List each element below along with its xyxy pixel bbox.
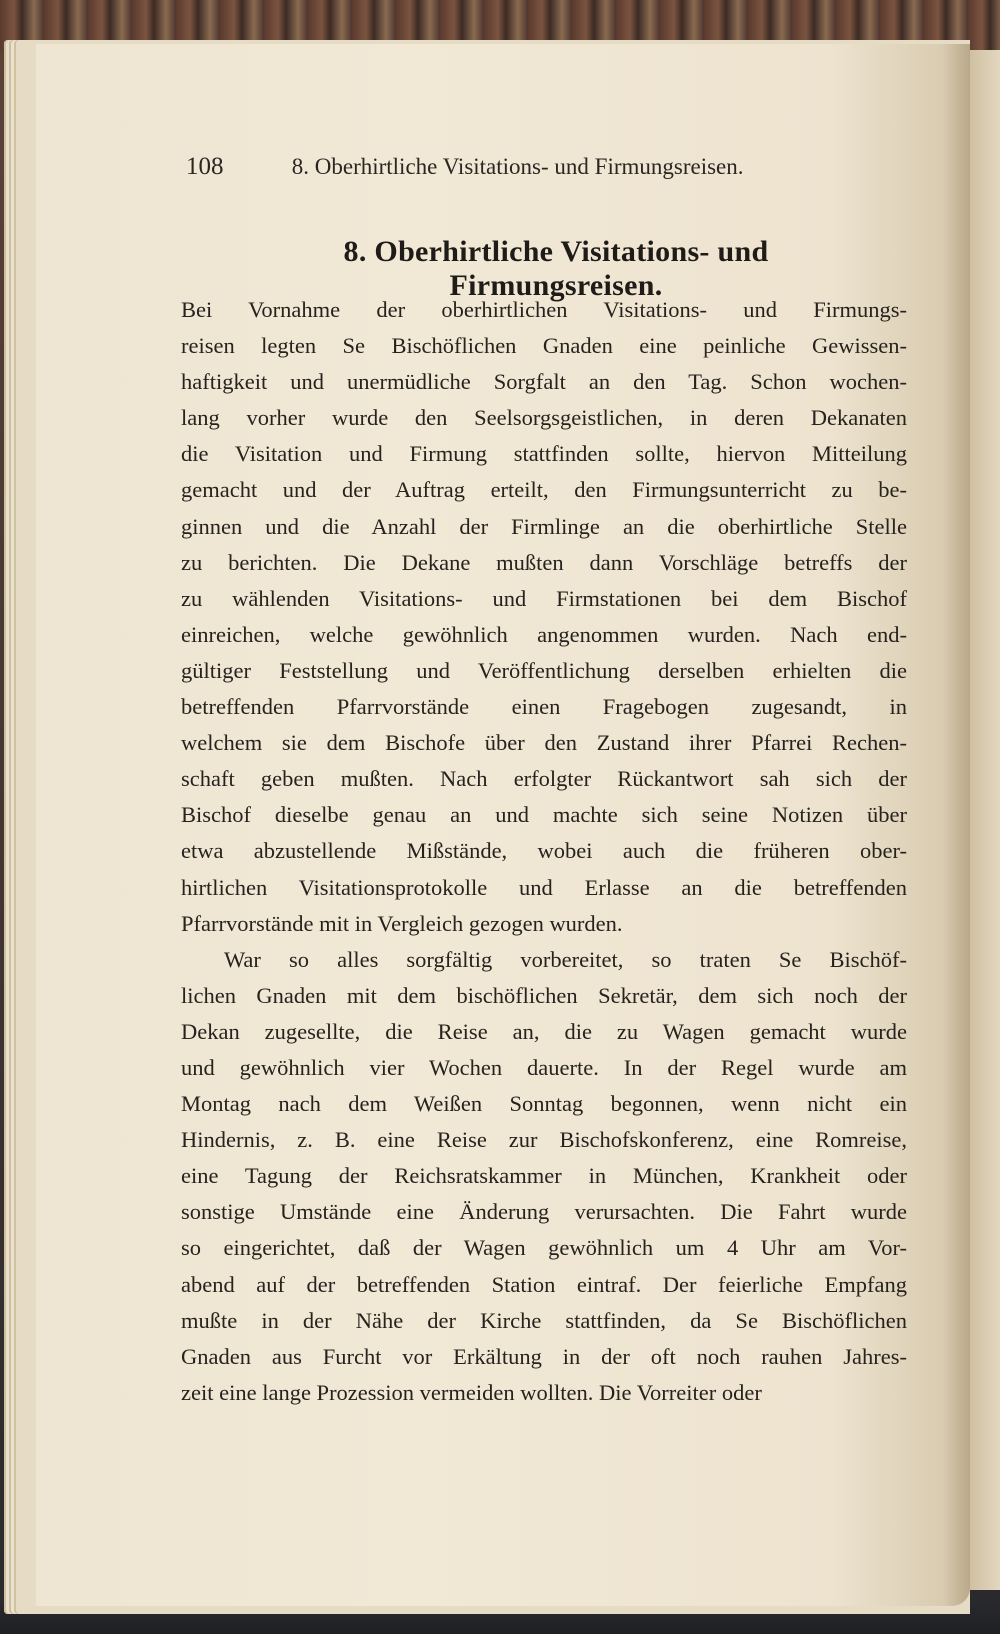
text-line: Bei Vornahme der oberhirtlichen Visitations- und Firmungs- bbox=[181, 297, 907, 322]
text-line: schaft geben mußten. Nach erfolgter Rückantwort sah sich der bbox=[181, 766, 907, 792]
text-line: Montag nach dem Weißen Sonntag begonnen, wenn nicht ein bbox=[181, 1091, 907, 1117]
text-line: abend auf der betreffenden Station eintraf. Der feierliche Empfang bbox=[181, 1271, 907, 1297]
text-line: zeit eine lange Prozession vermeiden wollten. Die Vorreiter oder bbox=[181, 1379, 762, 1405]
text-line: haftigkeit und unermüdliche Sorgfalt an den Tag. Schon wochen- bbox=[181, 369, 907, 395]
running-title: 8. Oberhirtliche Visitations- und Firmungsreisen. bbox=[291, 154, 744, 179]
text-line: die Visitation und Firmung stattfinden sollte, hiervon Mitteilung bbox=[181, 441, 907, 467]
text-line: hirtlichen Visitationsprotokolle und Erlasse an die betreffenden bbox=[181, 874, 907, 900]
text-line: mußte in der Nähe der Kirche stattfinden, da Se Bischöflichen bbox=[181, 1307, 907, 1333]
text-line: einreichen, welche gewöhnlich angenommen wurden. Nach end- bbox=[181, 621, 907, 647]
text-line: Hindernis, z. B. eine Reise zur Bischofskonferenz, eine Romreise, bbox=[181, 1127, 907, 1153]
text-line: zu berichten. Die Dekane mußten dann Vorschläge betreffs der bbox=[181, 549, 907, 575]
text-line: Pfarrvorstände mit in Vergleich gezogen wurden. bbox=[181, 910, 623, 936]
text-line: reisen legten Se Bischöflichen Gnaden eine peinliche Gewissen- bbox=[181, 333, 907, 359]
text-line: gemacht und der Auftrag erteilt, den Firmungsunterricht zu be- bbox=[181, 477, 907, 503]
text-line: gültiger Feststellung und Veröffentlichung derselben erhielten die bbox=[181, 657, 907, 683]
text-line: etwa abzustellende Mißstände, wobei auch die früheren ober- bbox=[181, 838, 907, 864]
text-line: Dekan zugesellte, die Reise an, die zu Wagen gemacht wurde bbox=[181, 1018, 907, 1044]
text-line: welchem sie dem Bischofe über den Zustand ihrer Pfarrei Rechen- bbox=[181, 730, 907, 756]
running-header bbox=[186, 153, 806, 181]
text-line: eine Tagung der Reichsratskammer in München, Krankheit oder bbox=[181, 1163, 907, 1189]
text-line: zu wählenden Visitations- und Firmstationen bei dem Bischof bbox=[181, 585, 907, 611]
page-number: 108 bbox=[186, 153, 224, 180]
body-text bbox=[181, 292, 907, 1411]
text-line: Gnaden aus Furcht vor Erkältung in der oft noch rauhen Jahres- bbox=[181, 1343, 907, 1369]
paragraph bbox=[181, 292, 907, 942]
text-line: sonstige Umstände eine Änderung verursachten. Die Fahrt wurde bbox=[181, 1199, 907, 1225]
text-line: Bischof dieselbe genau an und machte sich seine Notizen über bbox=[181, 802, 907, 828]
text-line: ginnen und die Anzahl der Firmlinge an die oberhirtliche Stelle bbox=[181, 513, 907, 539]
facing-page-edge bbox=[970, 50, 1000, 1590]
text-line: lang vorher wurde den Seelsorgsgeistlichen, in deren Dekanaten bbox=[181, 405, 907, 431]
text-line: so eingerichtet, daß der Wagen gewöhnlich um 4 Uhr am Vor- bbox=[181, 1235, 907, 1261]
text-line: und gewöhnlich vier Wochen dauerte. In der Regel wurde am bbox=[181, 1054, 907, 1080]
text-line: betreffenden Pfarrvorstände einen Fragebogen zugesandt, in bbox=[181, 694, 907, 720]
text-line: lichen Gnaden mit dem bischöflichen Sekretär, dem sich noch der bbox=[181, 982, 907, 1008]
chapter-title: 8. Oberhirtliche Visitations- und Firmungsreisen. bbox=[343, 235, 769, 302]
paragraph bbox=[181, 942, 907, 1411]
text-line: War so alles sorgfältig vorbereitet, so traten Se Bischöf- bbox=[224, 946, 907, 972]
